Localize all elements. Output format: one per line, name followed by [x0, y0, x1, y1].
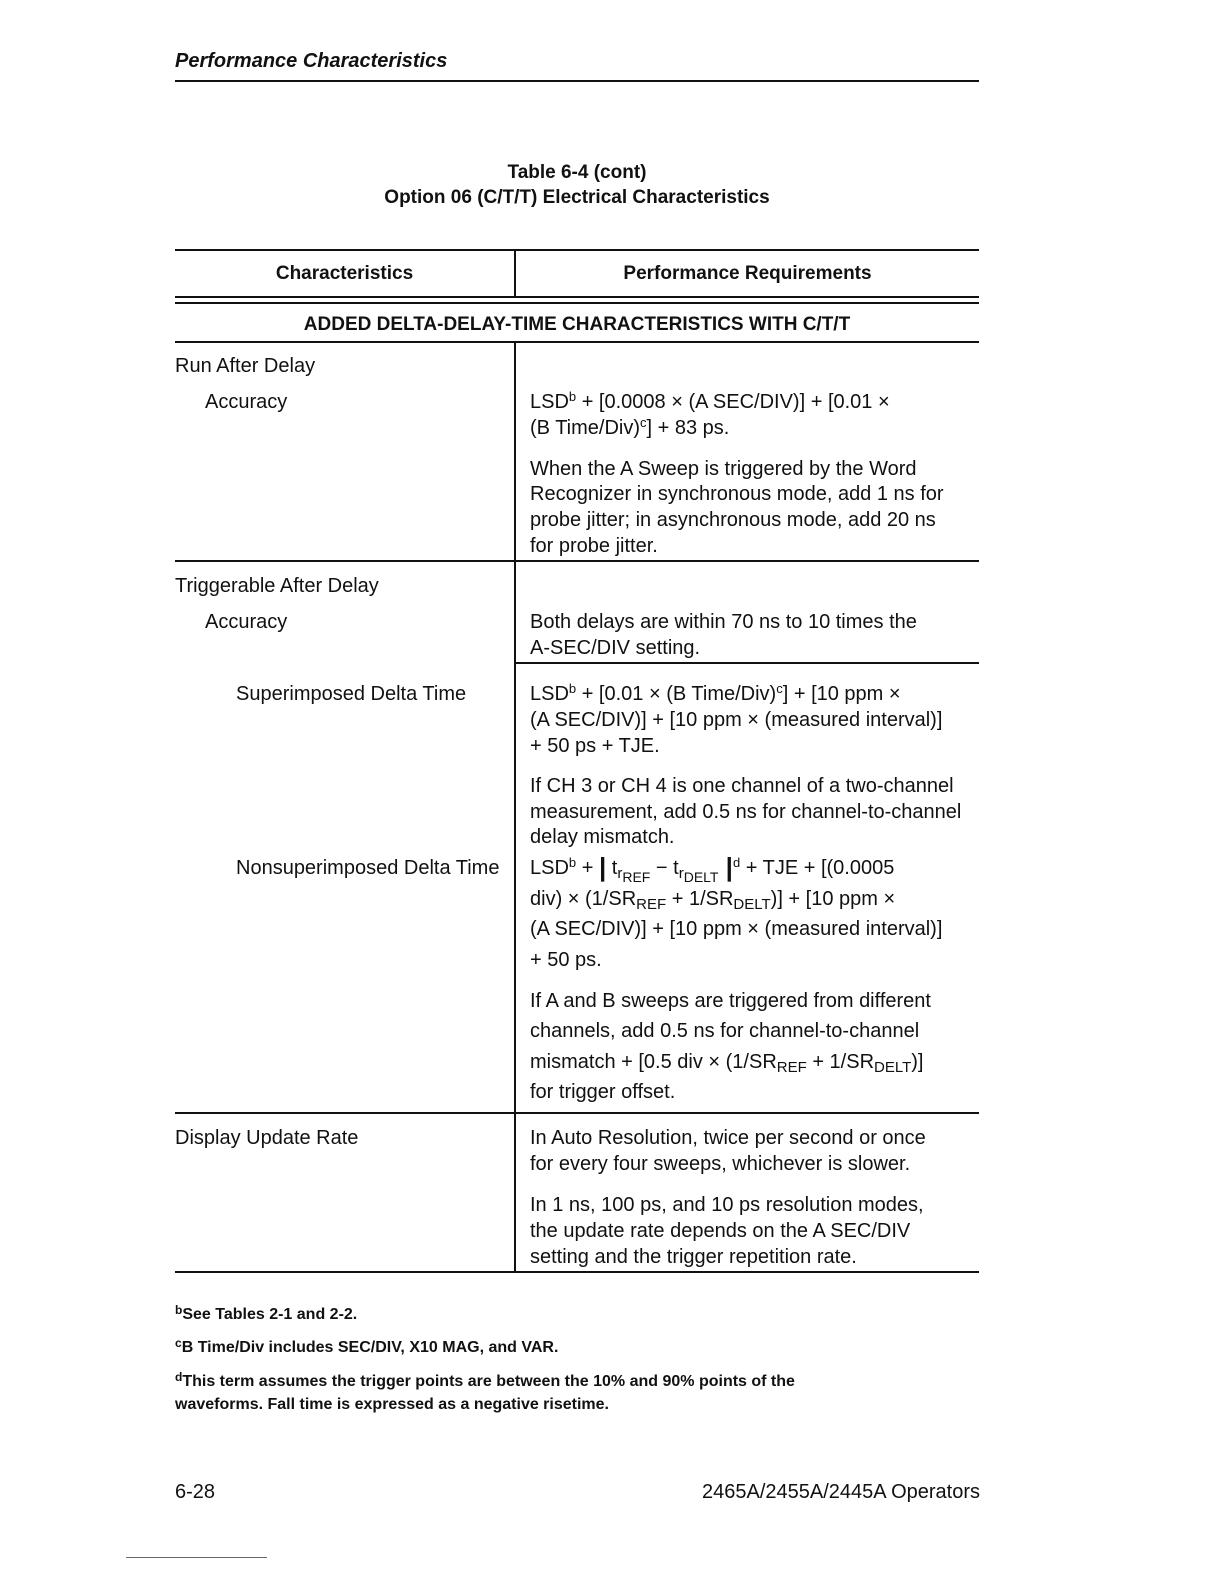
page-number: 6-28: [175, 1481, 216, 1503]
row-label-accuracy: Accuracy: [205, 391, 288, 413]
table-bottom-rule: [175, 1271, 979, 1273]
requirement-note: Recognizer in synchronous mode, add 1 ns for: [530, 483, 944, 505]
section-heading: ADDED DELTA-DELAY-TIME CHARACTERISTICS WITH C/T/T: [303, 314, 851, 335]
footnote-d: $^d$This term assumes the trigger points are between the 10% and 90% points of the: [175, 1370, 795, 1390]
requirement-text: (A SEC/DIV)] + [10 ppm × (measured interval)]: [530, 709, 943, 731]
requirement-formula: + 50 ps.: [530, 949, 602, 971]
footnote-d-continued: waveforms. Fall time is expressed as a negative risetime.: [175, 1396, 609, 1413]
requirement-note: When the A Sweep is triggered by the Word: [530, 458, 917, 480]
requirement-text: setting and the trigger repetition rate.: [530, 1246, 857, 1268]
manual-title: 2465A/2455A/2445A Operators: [702, 1481, 980, 1503]
requirement-text: + 50 ps + TJE.: [530, 735, 660, 757]
section-heading-rule: [175, 341, 979, 343]
requirement-note: If CH 3 or CH 4 is one channel of a two-channel: [530, 775, 954, 797]
table-caption-title: Option 06 (C/T/T) Electrical Characteristics: [384, 187, 770, 208]
table-top-rule: [175, 249, 979, 251]
row-divider-triggerable: [175, 1112, 979, 1114]
header-double-rule-lower: [175, 302, 979, 304]
requirement-note: measurement, add 0.5 ns for channel-to-channel: [530, 801, 962, 823]
header-double-rule-upper: [175, 296, 979, 298]
requirement-note: probe jitter; in asynchronous mode, add 20 ns: [530, 509, 936, 531]
requirement-note: delay mismatch.: [530, 826, 675, 848]
row-label-nonsuperimposed-delta-time: Nonsuperimposed Delta Time: [236, 857, 500, 879]
row-label-run-after-delay: Run After Delay: [175, 355, 316, 377]
requirement-text: Both delays are within 70 ns to 10 times the: [530, 611, 917, 633]
page-edge-mark: [126, 1557, 267, 1558]
requirement-note: channels, add 0.5 ns for channel-to-channel: [530, 1020, 920, 1042]
header-rule: [175, 80, 979, 82]
footnote-c: $^c$B Time/Div includes SEC/DIV, X10 MAG, and VAR.: [175, 1336, 559, 1356]
requirement-text: A-SEC/DIV setting.: [530, 637, 701, 659]
section-title: Performance Characteristics: [175, 50, 448, 72]
requirement-text: $LSD^b + [0.0008 \times (A$ SEC/DIV)] + [0.01 ×: [530, 389, 890, 413]
requirement-text: $LSD^b + [0.01 \times (B$ Time/Div)$^c$] + [10 ppm ×: [530, 681, 901, 705]
row-label-superimposed-delta-time: Superimposed Delta Time: [236, 683, 467, 705]
requirement-text: for every four sweeps, whichever is slower.: [530, 1153, 911, 1175]
requirement-note: mismatch + [0.5 div × $(1/SR_{REF} + 1/SR_{DELT})$]: [530, 1051, 924, 1076]
column-header-performance: Performance Requirements: [623, 263, 872, 284]
requirement-text: (B Time/Div)$^c$] + 83 ps.: [530, 415, 730, 439]
row-label-triggerable-after-delay: Triggerable After Delay: [175, 575, 379, 597]
requirement-formula: $div) \times (1/SR_{REF} + 1/SR_{DELT})] + [10$ ppm ×: [530, 888, 896, 913]
row-label-accuracy: Accuracy: [205, 611, 288, 633]
footnote-b: $^b$See Tables 2-1 and 2-2.: [175, 1303, 358, 1323]
requirement-formula: (A SEC/DIV)] + [10 ppm × (measured interval)]: [530, 918, 943, 940]
requirement-text: In 1 ns, 100 ps, and 10 ps resolution modes,: [530, 1194, 924, 1216]
row-divider-accuracy: [515, 662, 979, 664]
row-label-display-update-rate: Display Update Rate: [175, 1127, 359, 1149]
column-header-characteristics: Characteristics: [275, 263, 414, 284]
row-divider-run-after-delay: [175, 560, 979, 562]
requirement-note: for trigger offset.: [530, 1081, 676, 1103]
requirement-note: If A and B sweeps are triggered from different: [530, 990, 931, 1012]
table-caption-number: Table 6-4 (cont): [507, 162, 647, 183]
requirement-text: In Auto Resolution, twice per second or once: [530, 1127, 926, 1149]
requirement-note: for probe jitter.: [530, 535, 658, 557]
requirement-formula: $LSD^b$ + | $t_{rREF} - t_{rDELT}$ $|^d$ + TJE + [(0.0005: [530, 852, 895, 885]
column-divider-body: [514, 341, 516, 1272]
requirement-text: the update rate depends on the A SEC/DIV: [530, 1220, 911, 1242]
